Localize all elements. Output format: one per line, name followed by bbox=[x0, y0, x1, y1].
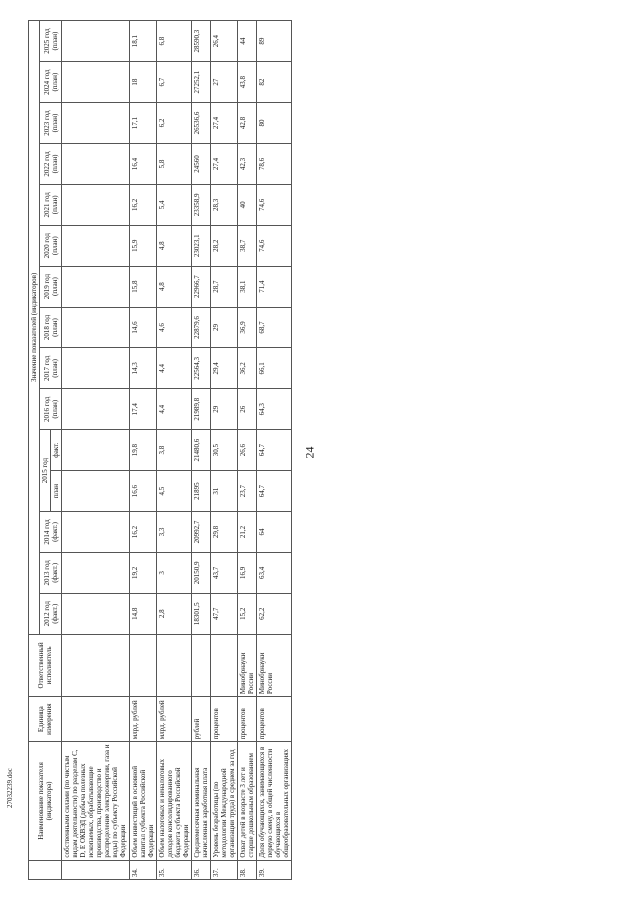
row-value-cell: 66,1 bbox=[257, 348, 292, 389]
row-value-cell bbox=[62, 389, 129, 430]
row-value-cell: 4,6 bbox=[156, 307, 191, 348]
row-index: 38. bbox=[238, 860, 257, 879]
row-value-cell bbox=[62, 103, 129, 144]
row-value-cell: 22966,7 bbox=[191, 266, 210, 307]
row-value-cell bbox=[62, 593, 129, 634]
row-value-cell: 3 bbox=[156, 552, 191, 593]
row-value-cell: 21,2 bbox=[238, 512, 257, 553]
row-value-cell: 74,6 bbox=[257, 184, 292, 225]
header-2014: 2014 год (факт.) bbox=[40, 512, 62, 553]
row-value-cell: 43,8 bbox=[238, 62, 257, 103]
row-value-cell: 63,4 bbox=[257, 552, 292, 593]
row-responsible bbox=[191, 634, 210, 696]
row-value-cell: 15,2 bbox=[238, 593, 257, 634]
row-value-cell: 14,6 bbox=[129, 307, 156, 348]
row-value-cell: 21895 bbox=[191, 471, 210, 512]
row-value-cell: 27,4 bbox=[210, 143, 237, 184]
table-row bbox=[191, 21, 210, 880]
row-value-cell: 21989,8 bbox=[191, 389, 210, 430]
row-value-cell: 42,8 bbox=[238, 103, 257, 144]
row-unit: процентов bbox=[238, 697, 257, 742]
row-value-cell: 64,7 bbox=[257, 471, 292, 512]
row-value-cell: 44 bbox=[238, 21, 257, 62]
row-value-cell: 14,8 bbox=[129, 593, 156, 634]
row-value-cell: 3,3 bbox=[156, 512, 191, 553]
row-value-cell: 16,4 bbox=[129, 143, 156, 184]
row-value-cell: 26 bbox=[238, 389, 257, 430]
row-value-cell: 5,8 bbox=[156, 143, 191, 184]
row-indicator-name: собственными силами (по чистым видам деятельности) по разделам С, D, Е ОКВЭД (добыча полезных ископаемых, обрабатывающие производства, производство и распределение электроэнергии, газа и воды) по субъекту Российской Федерации bbox=[62, 742, 129, 860]
table-row bbox=[257, 21, 292, 880]
indicator-table bbox=[28, 20, 292, 880]
row-value-cell: 31 bbox=[210, 471, 237, 512]
row-indicator-name: Охват детей в возрасте 3 лет и старше дошкольным образованием bbox=[238, 742, 257, 860]
row-index: 37. bbox=[210, 860, 237, 879]
row-value-cell: 47,7 bbox=[210, 593, 237, 634]
row-value-cell: 4,5 bbox=[156, 471, 191, 512]
row-indicator-name: Уровень безработицы (по методологии Международной организации труда) в среднем за год bbox=[210, 742, 237, 860]
row-value-cell: 23,7 bbox=[238, 471, 257, 512]
header-2018: 2018 год (план) bbox=[40, 307, 62, 348]
row-value-cell: 28,7 bbox=[210, 266, 237, 307]
row-index: 34. bbox=[129, 860, 156, 879]
row-value-cell: 16,2 bbox=[129, 184, 156, 225]
row-value-cell: 20992,7 bbox=[191, 512, 210, 553]
row-value-cell: 30,5 bbox=[210, 430, 237, 471]
row-unit: млрд. рублей bbox=[156, 697, 191, 742]
row-value-cell: 4,4 bbox=[156, 348, 191, 389]
header-2015: 2015 год bbox=[40, 430, 51, 512]
table-row bbox=[238, 21, 257, 880]
header-name: Наименование показателя (индикатора) bbox=[29, 742, 62, 860]
row-value-cell: 15,8 bbox=[129, 266, 156, 307]
row-unit: млрд. рублей bbox=[129, 697, 156, 742]
row-responsible: Минобрнауки России bbox=[238, 634, 257, 696]
row-value-cell: 16,9 bbox=[238, 552, 257, 593]
table-row bbox=[129, 21, 156, 880]
row-value-cell: 19,2 bbox=[129, 552, 156, 593]
row-value-cell: 38,1 bbox=[238, 266, 257, 307]
row-value-cell: 23023,1 bbox=[191, 225, 210, 266]
row-index bbox=[62, 860, 129, 879]
row-value-cell: 6,8 bbox=[156, 21, 191, 62]
row-responsible bbox=[210, 634, 237, 696]
row-value-cell: 80 bbox=[257, 103, 292, 144]
header-unit: Единица измерения bbox=[29, 697, 62, 742]
row-value-cell: 40 bbox=[238, 184, 257, 225]
table-row bbox=[62, 21, 129, 880]
row-index: 35. bbox=[156, 860, 191, 879]
row-value-cell: 28,2 bbox=[210, 225, 237, 266]
row-value-cell: 22564,3 bbox=[191, 348, 210, 389]
row-value-cell: 62,2 bbox=[257, 593, 292, 634]
row-value-cell: 68,7 bbox=[257, 307, 292, 348]
row-value-cell: 15,9 bbox=[129, 225, 156, 266]
row-value-cell bbox=[62, 266, 129, 307]
row-value-cell bbox=[62, 348, 129, 389]
row-unit: рублей bbox=[191, 697, 210, 742]
header-2022: 2022 год (план) bbox=[40, 143, 62, 184]
row-value-cell: 26536,6 bbox=[191, 103, 210, 144]
table-row bbox=[156, 21, 191, 880]
row-value-cell bbox=[62, 307, 129, 348]
row-value-cell bbox=[62, 225, 129, 266]
row-value-cell: 43,7 bbox=[210, 552, 237, 593]
row-value-cell: 17,4 bbox=[129, 389, 156, 430]
header-2015-fact: факт. bbox=[51, 430, 62, 471]
header-values-group: Значение показателей (индикаторов) bbox=[29, 21, 40, 635]
row-value-cell: 28,3 bbox=[210, 184, 237, 225]
row-index: 36. bbox=[191, 860, 210, 879]
row-responsible bbox=[62, 634, 129, 696]
row-value-cell bbox=[62, 21, 129, 62]
row-indicator-name: Доля обучающихся, занимающихся в первую смену, в общей численности обучающихся в общеобразовательных организациях bbox=[257, 742, 292, 860]
row-value-cell: 19,8 bbox=[129, 430, 156, 471]
row-value-cell: 18 bbox=[129, 62, 156, 103]
row-value-cell: 36,2 bbox=[238, 348, 257, 389]
row-value-cell: 36,9 bbox=[238, 307, 257, 348]
row-value-cell bbox=[62, 512, 129, 553]
row-value-cell: 4,8 bbox=[156, 266, 191, 307]
row-index: 39. bbox=[257, 860, 292, 879]
row-value-cell: 4,8 bbox=[156, 225, 191, 266]
row-indicator-name: Среднемесячная номинальная начисленная заработная плата bbox=[191, 742, 210, 860]
header-2023: 2023 год (план) bbox=[40, 103, 62, 144]
row-value-cell: 64,7 bbox=[257, 430, 292, 471]
header-2020: 2020 год (план) bbox=[40, 225, 62, 266]
row-value-cell: 16,6 bbox=[129, 471, 156, 512]
row-value-cell: 6,2 bbox=[156, 103, 191, 144]
header-2019: 2019 год (план) bbox=[40, 266, 62, 307]
row-indicator-name: Объем инвестиций в основной капитал субъекта Российской Федерации bbox=[129, 742, 156, 860]
row-value-cell: 17,1 bbox=[129, 103, 156, 144]
row-responsible: Минобрнауки России bbox=[257, 634, 292, 696]
header-2013: 2013 год (факт.) bbox=[40, 552, 62, 593]
indicator-table-wrapper bbox=[28, 20, 498, 880]
row-value-cell: 2,8 bbox=[156, 593, 191, 634]
row-value-cell: 27,4 bbox=[210, 103, 237, 144]
document-id: 27032239.doc bbox=[6, 768, 14, 808]
row-value-cell: 18,1 bbox=[129, 21, 156, 62]
header-2012: 2012 год (факт.) bbox=[40, 593, 62, 634]
header-2015-plan: план bbox=[51, 471, 62, 512]
row-responsible bbox=[156, 634, 191, 696]
row-responsible bbox=[129, 634, 156, 696]
row-value-cell: 29 bbox=[210, 389, 237, 430]
header-2024: 2024 год (план) bbox=[40, 62, 62, 103]
row-value-cell: 29,8 bbox=[210, 512, 237, 553]
row-unit: процентов bbox=[257, 697, 292, 742]
row-value-cell: 29 bbox=[210, 307, 237, 348]
row-value-cell: 27 bbox=[210, 62, 237, 103]
row-value-cell: 28590,3 bbox=[191, 21, 210, 62]
header-index bbox=[29, 860, 62, 879]
row-value-cell: 82 bbox=[257, 62, 292, 103]
row-value-cell: 26,4 bbox=[210, 21, 237, 62]
header-2017: 2017 год (план) bbox=[40, 348, 62, 389]
row-value-cell: 38,7 bbox=[238, 225, 257, 266]
row-value-cell: 24560 bbox=[191, 143, 210, 184]
row-value-cell: 6,7 bbox=[156, 62, 191, 103]
row-value-cell: 18301,5 bbox=[191, 593, 210, 634]
row-value-cell bbox=[62, 184, 129, 225]
row-value-cell bbox=[62, 143, 129, 184]
row-value-cell: 71,4 bbox=[257, 266, 292, 307]
row-value-cell: 3,8 bbox=[156, 430, 191, 471]
row-value-cell: 21480,6 bbox=[191, 430, 210, 471]
row-indicator-name: Объем налоговых и неналоговых доходов консолидированного бюджета субъекта Российской Федерации bbox=[156, 742, 191, 860]
row-value-cell bbox=[62, 62, 129, 103]
header-2016: 2016 год (план) bbox=[40, 389, 62, 430]
row-value-cell: 22879,6 bbox=[191, 307, 210, 348]
row-value-cell: 16,2 bbox=[129, 512, 156, 553]
row-unit bbox=[62, 697, 129, 742]
row-value-cell: 14,3 bbox=[129, 348, 156, 389]
row-value-cell: 78,6 bbox=[257, 143, 292, 184]
row-value-cell: 5,4 bbox=[156, 184, 191, 225]
row-value-cell: 89 bbox=[257, 21, 292, 62]
header-2021: 2021 год (план) bbox=[40, 184, 62, 225]
row-value-cell: 64,3 bbox=[257, 389, 292, 430]
row-unit: процентов bbox=[210, 697, 237, 742]
row-value-cell: 29,4 bbox=[210, 348, 237, 389]
header-2025: 2025 год (план) bbox=[40, 21, 62, 62]
page-number: 24 bbox=[302, 446, 317, 459]
row-value-cell bbox=[62, 552, 129, 593]
header-responsible: Ответственный исполнитель bbox=[29, 634, 62, 696]
row-value-cell: 27252,1 bbox=[191, 62, 210, 103]
row-value-cell: 74,6 bbox=[257, 225, 292, 266]
row-value-cell: 26,6 bbox=[238, 430, 257, 471]
row-value-cell: 23358,9 bbox=[191, 184, 210, 225]
row-value-cell: 64 bbox=[257, 512, 292, 553]
row-value-cell: 4,4 bbox=[156, 389, 191, 430]
table-row bbox=[210, 21, 237, 880]
row-value-cell bbox=[62, 430, 129, 471]
row-value-cell bbox=[62, 471, 129, 512]
row-value-cell: 42,3 bbox=[238, 143, 257, 184]
row-value-cell: 20150,9 bbox=[191, 552, 210, 593]
table-body bbox=[62, 21, 292, 880]
